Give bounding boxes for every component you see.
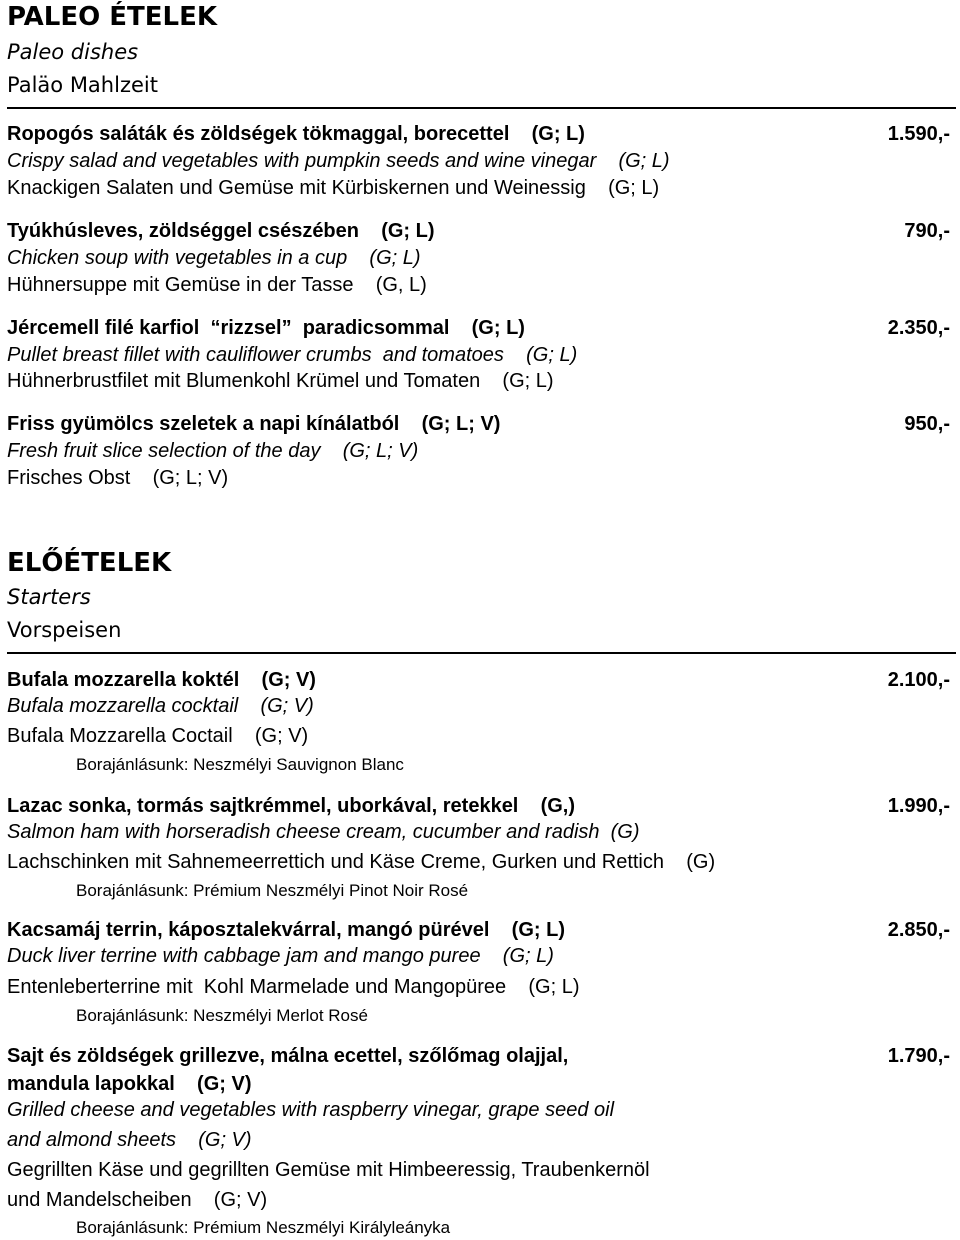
dish-name-hu: Bufala mozzarella koktél (G; V) bbox=[7, 669, 316, 691]
wine-recommendation: Borajánlásunk: Prémium Neszmélyi Pinot Noir Rosé bbox=[76, 881, 469, 900]
dish-name-en: Grilled cheese and vegetables with raspberry vinegar, grape seed oil bbox=[7, 1099, 615, 1121]
wine-recommendation: Borajánlásunk: Neszmélyi Sauvignon Blanc bbox=[76, 755, 404, 774]
dish-name-de: Hühnerbrustfilet mit Blumenkohl Krümel und Tomaten (G; L) bbox=[7, 370, 554, 392]
dish-price: 1.990,- bbox=[887, 795, 950, 817]
dish-name-de: Knackigen Salaten und Gemüse mit Kürbiskernen und Weinessig (G; L) bbox=[7, 177, 660, 199]
section-title: PALEO ÉTELEK bbox=[7, 2, 218, 32]
wine-recommendation: Borajánlásunk: Neszmélyi Merlot Rosé bbox=[76, 1006, 368, 1025]
dish-name-en: Fresh fruit slice selection of the day (G; L; V) bbox=[7, 440, 419, 462]
dish-name-hu: Sajt és zöldségek grillezve, málna ecettel, szőlőmag olajjal, bbox=[7, 1045, 569, 1067]
dish-name-de: Gegrillten Käse und gegrillten Gemüse mit Himbeeressig, Traubenkernöl bbox=[7, 1159, 650, 1181]
dish-name-en: Salmon ham with horseradish cheese cream, cucumber and radish (G) bbox=[7, 821, 640, 843]
dish-name-de: Lachschinken mit Sahnemeerrettich und Käse Creme, Gurken und Rettich (G) bbox=[7, 851, 716, 873]
wine-recommendation: Borajánlásunk: Prémium Neszmélyi Királyleányka bbox=[76, 1218, 451, 1237]
dish-price: 1.590,- bbox=[887, 123, 950, 145]
dish-name-hu: Tyúkhúsleves, zöldséggel csészében (G; L) bbox=[7, 220, 435, 242]
dish-name-hu: Friss gyümölcs szeletek a napi kínálatból (G; L; V) bbox=[7, 413, 501, 435]
dish-name-en: Crispy salad and vegetables with pumpkin seeds and wine vinegar (G; L) bbox=[7, 150, 670, 172]
section-subtitle-en: Starters bbox=[7, 585, 91, 609]
dish-price: 2.100,- bbox=[887, 669, 950, 691]
section-subtitle-en: Paleo dishes bbox=[7, 40, 139, 64]
dish-price: 2.350,- bbox=[887, 317, 950, 339]
dish-price: 1.790,- bbox=[887, 1045, 950, 1067]
dish-price: 790,- bbox=[904, 220, 950, 242]
dish-price: 950,- bbox=[904, 413, 950, 435]
section-subtitle-de: Paläo Mahlzeit bbox=[7, 73, 158, 97]
dish-name-de: Bufala Mozzarella Coctail (G; V) bbox=[7, 725, 309, 747]
dish-name-en-cont: and almond sheets (G; V) bbox=[7, 1129, 252, 1151]
section-title: ELŐÉTELEK bbox=[7, 548, 172, 578]
dish-name-en: Chicken soup with vegetables in a cup (G; L) bbox=[7, 247, 421, 269]
dish-name-hu-cont: mandula lapokkal (G; V) bbox=[7, 1073, 252, 1095]
dish-name-hu: Kacsamáj terrin, káposztalekvárral, mangó pürével (G; L) bbox=[7, 919, 565, 941]
dish-name-de: Entenleberterrine mit Kohl Marmelade und Mangopüree (G; L) bbox=[7, 976, 580, 998]
dish-price: 2.850,- bbox=[887, 919, 950, 941]
dish-name-hu: Lazac sonka, tormás sajtkrémmel, uborkával, retekkel (G,) bbox=[7, 795, 576, 817]
dish-name-hu: Ropogós saláták és zöldségek tökmaggal, borecettel (G; L) bbox=[7, 123, 585, 145]
section-divider bbox=[7, 652, 956, 654]
dish-name-de-cont: und Mandelscheiben (G; V) bbox=[7, 1189, 268, 1211]
dish-name-en: Duck liver terrine with cabbage jam and mango puree (G; L) bbox=[7, 945, 554, 967]
dish-name-en: Pullet breast fillet with cauliflower crumbs and tomatoes (G; L) bbox=[7, 344, 578, 366]
dish-name-de: Hühnersuppe mit Gemüse in der Tasse (G, L) bbox=[7, 274, 427, 296]
dish-name-en: Bufala mozzarella cocktail (G; V) bbox=[7, 695, 314, 717]
section-subtitle-de: Vorspeisen bbox=[7, 618, 122, 642]
dish-name-de: Frisches Obst (G; L; V) bbox=[7, 467, 229, 489]
dish-name-hu: Jércemell filé karfiol “rizzsel” paradicsommal (G; L) bbox=[7, 317, 525, 339]
section-divider bbox=[7, 107, 956, 109]
